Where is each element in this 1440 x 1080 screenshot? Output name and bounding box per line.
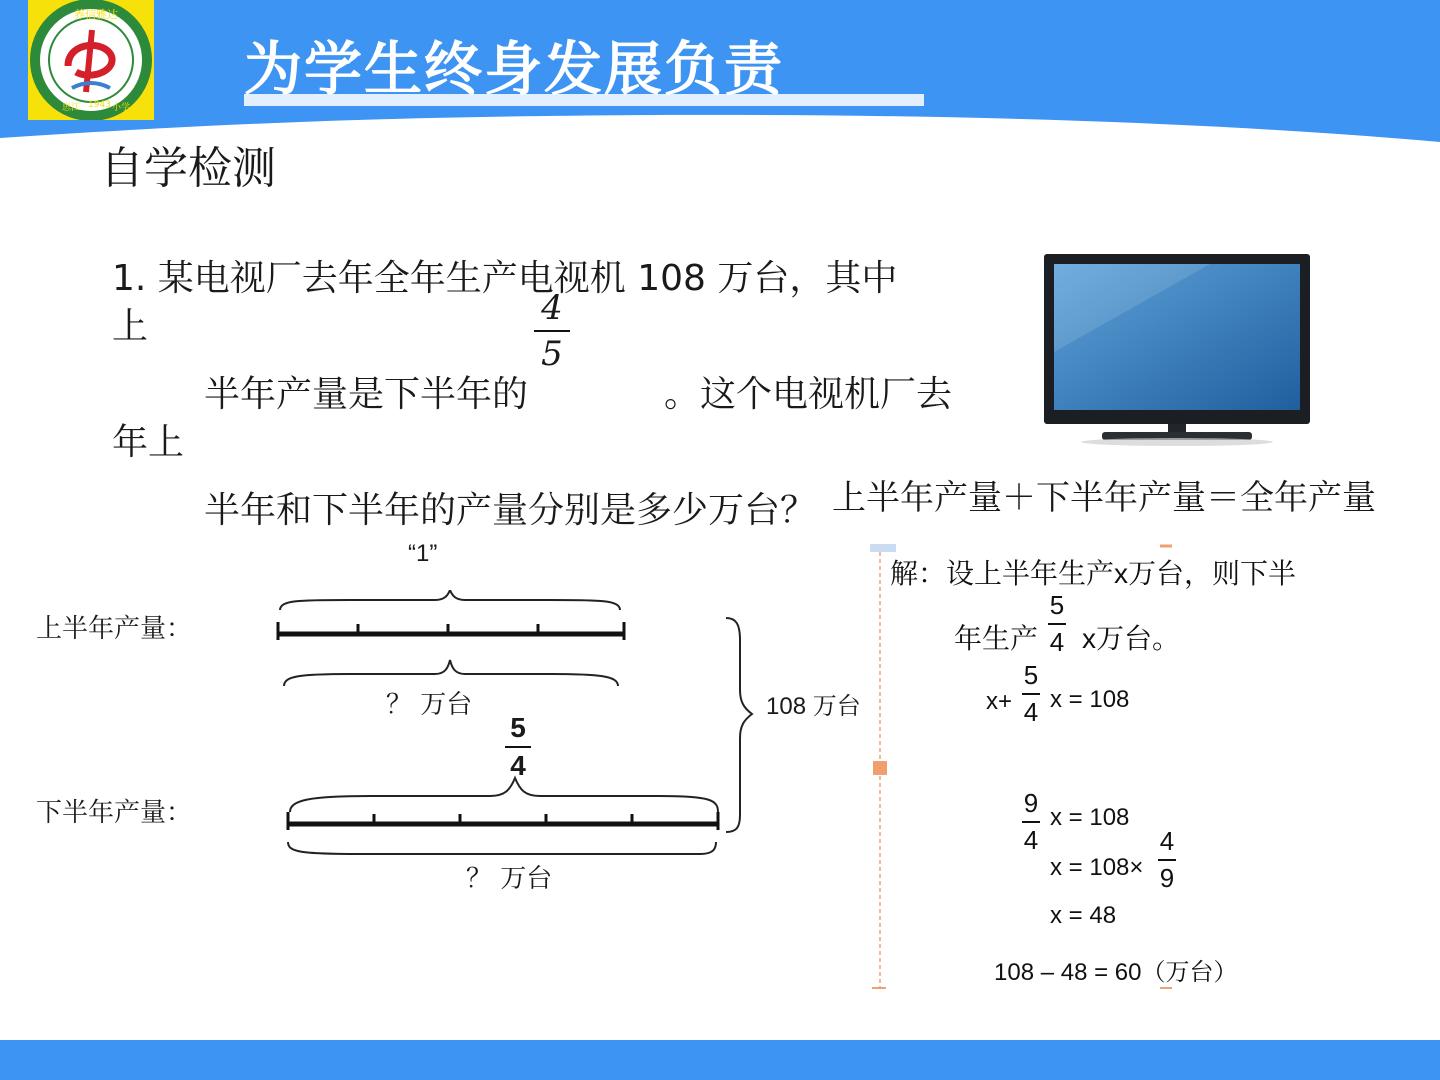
footer-bar: [0, 1040, 1440, 1080]
equation-2: x = 108: [1050, 804, 1130, 831]
question-line-1-wrap: 上: [112, 306, 149, 347]
solution-fraction-5-4-b: [1020, 660, 1042, 728]
solution-line-2b: x万台。: [1082, 623, 1181, 654]
school-logo: [28, 0, 154, 120]
question-line-2-start: 半年产量是下半年的: [204, 374, 529, 415]
fraction-denominator: 9: [1159, 863, 1175, 893]
television-image: [1040, 252, 1315, 447]
equation-4: x = 48: [1050, 902, 1117, 929]
section-title: 自学检测: [100, 143, 276, 194]
solution-box-frame: [866, 540, 1186, 1000]
question-fraction-numerator: 4: [541, 288, 563, 328]
solution-line-1: 解：设上半年生产x万台，则下半: [890, 558, 1297, 589]
diagram-fraction-denominator: 4: [510, 750, 526, 781]
diagram-fraction-numerator: 5: [510, 712, 526, 743]
fraction-numerator: 9: [1023, 788, 1039, 818]
fraction-numerator: 5: [1049, 590, 1065, 620]
equation-1-right: x = 108: [1050, 686, 1130, 713]
relation-statement: 上半年产量＋下半年产量＝全年产量: [832, 478, 1376, 518]
equation-5: 108 – 48 = 60（万台）: [994, 959, 1238, 986]
header-slogan: 为学生终身发展负责: [244, 35, 785, 103]
fraction-denominator: 4: [1023, 697, 1039, 727]
total-label: 108 万台: [766, 693, 861, 720]
question-line-3: 半年和下半年的产量分别是多少万台？: [204, 490, 817, 531]
diagram-fraction: [504, 712, 532, 782]
solution-fraction-5-4-a: [1046, 590, 1068, 658]
question-fraction: [534, 288, 570, 374]
solution-fraction-9-4: [1020, 788, 1042, 856]
fraction-denominator: 4: [1023, 825, 1039, 855]
solution-fraction-4-9: [1156, 826, 1178, 894]
fraction-denominator: 4: [1049, 627, 1065, 657]
logo-year: 1943: [88, 100, 111, 110]
fraction-numerator: 5: [1023, 660, 1039, 690]
equation-1-left: x+: [986, 688, 1013, 715]
question-line-1: 1. 某电视厂去年全年生产电视机 108 万台，其中: [112, 258, 898, 299]
solution-line-2a: 年生产: [954, 623, 1039, 654]
first-half-unknown-label: ？ 万台: [386, 690, 473, 720]
logo-motto: 养信雅达: [74, 8, 118, 21]
question-line-2-wrap: 年上: [112, 422, 185, 463]
second-half-unknown-label: ？ 万台: [466, 864, 553, 894]
second-half-label: 下半年产量：: [36, 798, 193, 828]
first-half-label: 上半年产量：: [36, 614, 193, 644]
fraction-numerator: 4: [1159, 826, 1175, 856]
question-line-2-end: 。这个电视机厂去: [664, 374, 953, 415]
equation-3: x = 108×: [1050, 854, 1144, 881]
logo-school-name: 思江: [62, 103, 81, 113]
logo-school-suffix: 小学: [112, 103, 131, 113]
unit-one-label: “1”: [408, 540, 438, 567]
question-fraction-denominator: 5: [541, 334, 563, 374]
